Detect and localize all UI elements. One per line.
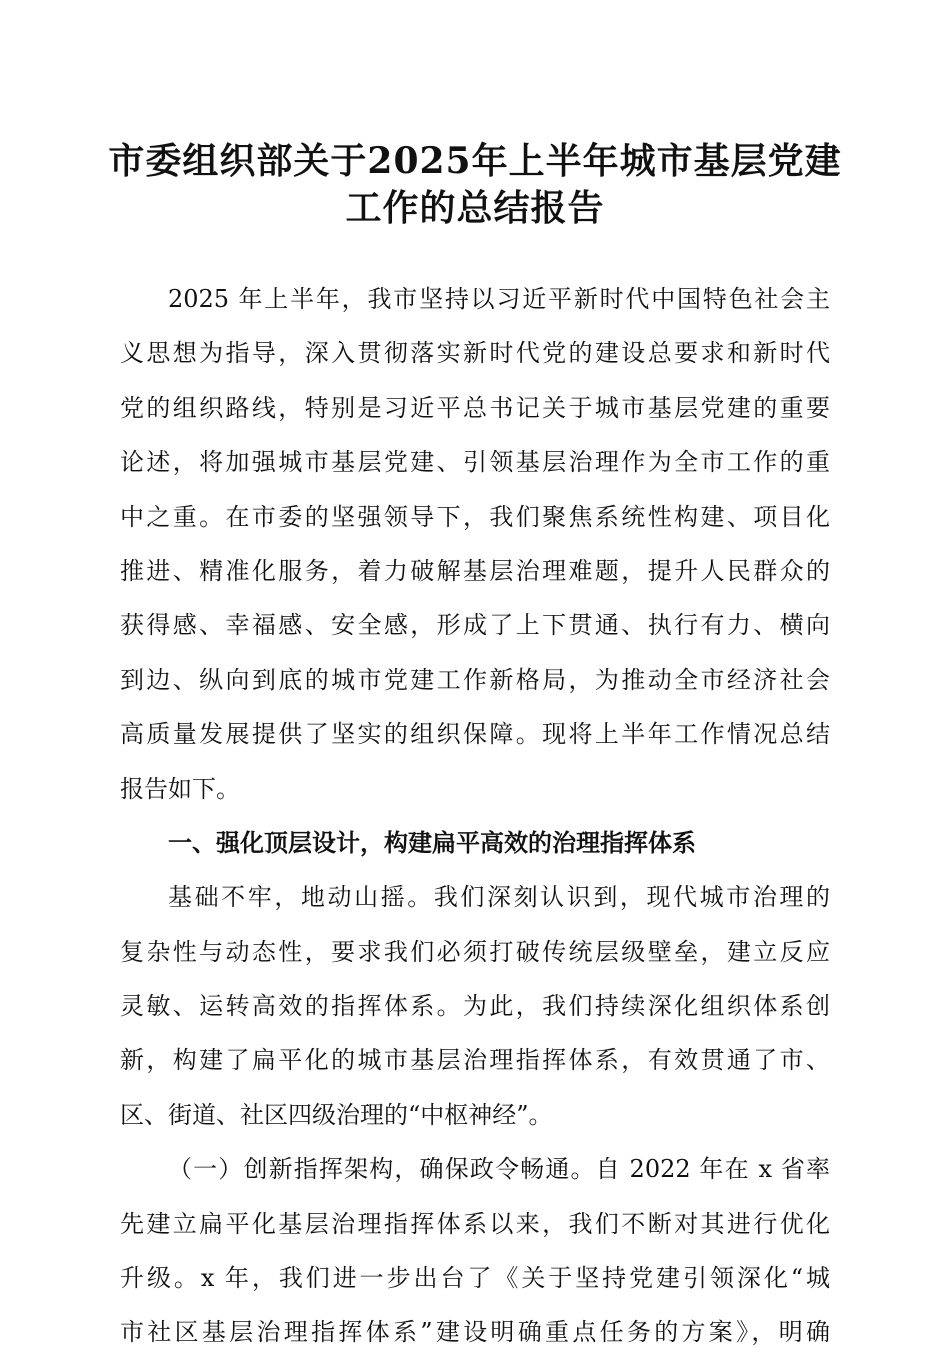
document-title (90, 138, 860, 232)
text-line: 灵敏、运转高效的指挥体系。为此，我们持续深化组织体系创 (120, 992, 830, 1021)
text-line: 区、街道、社区四级治理的“中枢神经”。 (120, 1100, 553, 1129)
text-line: 升级。x 年，我们进一步出台了《关于坚持党建引领深化“城 (120, 1264, 830, 1293)
section-paragraph (120, 870, 830, 1142)
text-line: 获得感、幸福感、安全感，形成了上下贯通、执行有力、横向 (120, 611, 830, 640)
text-line: 先建立扁平化基层治理指挥体系以来，我们不断对其进行优化 (120, 1209, 830, 1238)
text-line: 义思想为指导，深入贯彻落实新时代党的建设总要求和新时代 (120, 339, 830, 368)
text-line: 到边、纵向到底的城市党建工作新格局，为推动全市经济社会 (120, 665, 830, 694)
text-line: 复杂性与动态性，要求我们必须打破传统层级壁垒，建立反应 (120, 937, 830, 966)
text-line: 中之重。在市委的坚强领导下，我们聚焦系统性构建、项目化 (120, 502, 830, 531)
document-body (120, 272, 830, 1360)
text-line: 新，构建了扁平化的城市基层治理指挥体系，有效贯通了市、 (120, 1046, 830, 1075)
title-line: 市委组织部关于2025年上半年城市基层党建 (108, 140, 842, 182)
text-line: 市社区基层治理指挥体系”建设明确重点任务的方案》，明确 (120, 1318, 830, 1347)
text-line: 论述，将加强城市基层党建、引领基层治理作为全市工作的重 (120, 448, 830, 477)
text-line: 2025 年上半年，我市坚持以习近平新时代中国特色社会主 (168, 285, 830, 313)
section-heading (120, 816, 830, 870)
intro-paragraph (120, 272, 830, 816)
section-heading-text: 一、强化顶层设计，构建扁平高效的治理指挥体系 (168, 828, 696, 857)
text-line: 基础不牢，地动山摇。我们深刻认识到，现代城市治理的 (168, 883, 830, 912)
text-line: 报告如下。 (120, 774, 240, 803)
subsection-paragraph (120, 1142, 830, 1360)
text-line: 推进、精准化服务，着力破解基层治理难题，提升人民群众的 (120, 556, 830, 585)
title-line: 工作的总结报告 (345, 187, 605, 229)
text-line: 高质量发展提供了坚实的组织保障。现将上半年工作情况总结 (120, 720, 830, 749)
text-line: （一）创新指挥架构，确保政令畅通。自 2022 年在 x 省率 (168, 1155, 830, 1184)
text-line: 党的组织路线，特别是习近平总书记关于城市基层党建的重要 (120, 393, 830, 422)
